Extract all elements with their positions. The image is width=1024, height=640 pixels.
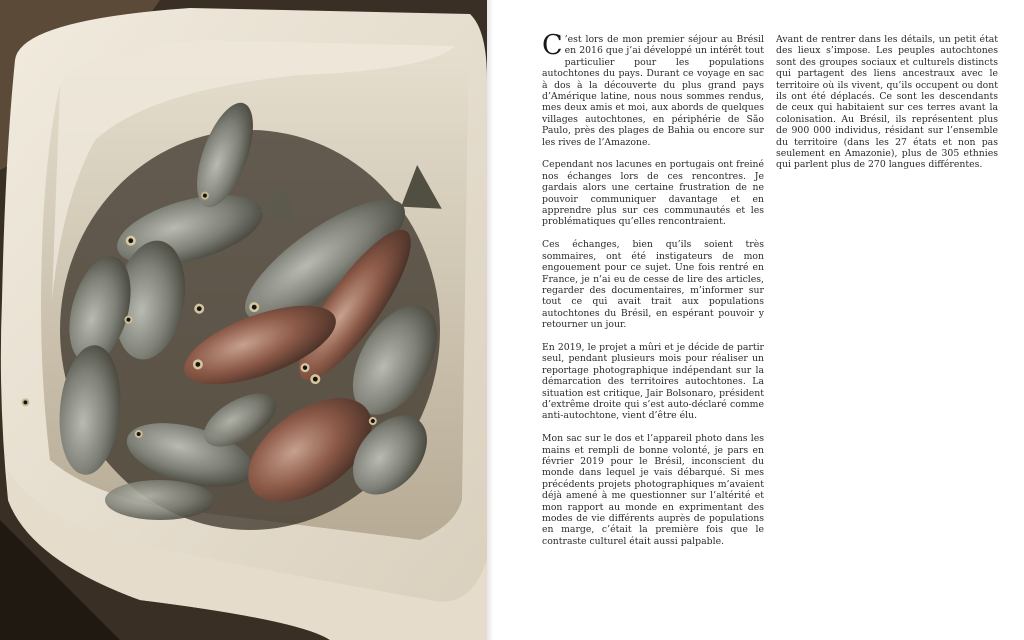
paragraph-3: Ces échanges, bien qu’ils soient très sommaires, ont été instigateurs de mon engouement pour ce sujet. Une fois rentré en France, je n’ai eu de cesse de lire des articles, regarder des documentaires, m’informer sur tout ce qui avait trait aux populations autochtones du Brésil, en espérant pouvoir y retourner un jour. (542, 239, 764, 331)
page-gutter-shadow (487, 0, 493, 640)
paragraph-4: En 2019, le projet a mûri et je décide de partir seul, pendant plusieurs mois pour réaliser un reportage photographique indépendant sur la démarcation des territoires autochtones. La situation est critique, Jair Bolsonaro, président d’extrême droite qui s’est auto-déclaré comme anti-autochtone, vient d’être élu. (542, 341, 764, 422)
paragraph-6: Avant de rentrer dans les détails, un petit état des lieux s’impose. Les peuples autochtones sont des groupes sociaux et culturels distincts qui partagent des liens ancestraux avec le territoire où ils vivent, qu’ils occupent ou dont ils ont été déplacés. Ce sont les descendants de ceux qui habitaient sur ces terres avant la colonisation. Au Brésil, ils représentent plus de 900 000 individus, résidant sur l’ensemble du territoire (dans les 27 états et non pas seulement en Amazonie), plus de 305 ethnies qui parlent plus de 270 langues différentes. (776, 34, 998, 171)
photo-page (0, 0, 487, 640)
drop-cap: C (542, 30, 563, 61)
paragraph-5: Mon sac sur le dos et l’appareil photo dans les mains et rempli de bonne volonté, je pars en février 2019 pour le Brésil, inconscient du monde dans lequel je vais débarqué. Si mes précédents projets photographiques m’avaient déjà amené à me questionner sur l’altérité et mon rapport au monde en exprimentant des modes de vie différents auprès de populations en marge, c’était la première fois que le contraste culturel était aussi palpable. (542, 433, 764, 547)
paragraph-1: C ’est lors de mon premier séjour au Brésil en 2016 que j’ai développé un intérêt tout particulier pour les populations autochtones du pays. Durant ce voyage en sac à dos à la découverte du plus grand pays d’Amérique latine, nous nous sommes rendus, mes deux amis et moi, aux abords de quelques villages autochtones, en périphérie de São Paulo, près des plages de Bahia ou encore sur les rives de l’Amazone. (542, 30, 764, 148)
text-column-left (542, 30, 764, 559)
text-column-right (776, 34, 998, 182)
paragraph-2: Cependant nos lacunes en portugais ont freiné nos échanges lors de ces rencontres. Je gardais alors une certaine frustration de ne pouvoir communiquer davantage et en apprendre plus sur ces communautés et les problématiques qu’elles rencontraient. (542, 159, 764, 228)
fish-box-photo (0, 0, 487, 640)
